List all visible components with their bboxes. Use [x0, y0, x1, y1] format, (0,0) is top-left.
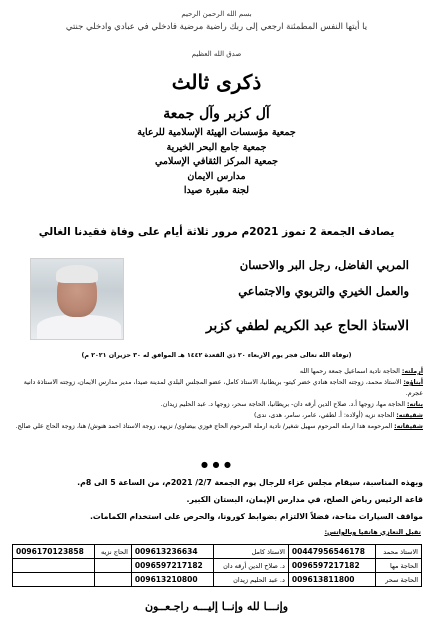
table-row [13, 545, 422, 559]
contact-phone: 009613811800 [288, 573, 376, 587]
mourner-text: المرحومة هدا ارملة المرحوم سهيل شغير/ نادية ارملة المرحوم الحاج فوزي بيضاوي/ نزيهة، زوجة الاستاذ احمد هنوش/ هنا، زوجة الحاج علي صالح. [15, 423, 395, 430]
mourner-entry [8, 410, 423, 421]
contact-name: الاستاذ محمد [376, 545, 422, 559]
organization-item: جمعية مؤسسات الهيئة الإسلامية للرعاية [137, 127, 296, 138]
organization-item: جمعية المركز الثقافي الإسلامي [154, 156, 279, 167]
mourner-label: أبناؤه: [403, 379, 423, 386]
contact-phone: 00447956546178 [288, 545, 376, 559]
empty-cell [13, 573, 95, 587]
mourner-text: الاستاذ محمد، زوجته الحاجة هنادي خضر كيتو- بريطانيا، الاستاذ كامل، عضو المجلس البلدي لمدينة صيدا، مدير مدارس الايمان، زوجته الاستاذة دانية عجرم. [23, 379, 423, 397]
basmala: بسم الله الرحمن الرحيم [181, 10, 252, 18]
families-line: آل كزبر وآل جمعة [163, 106, 270, 122]
mourner-text: الحاجة نزيه (أولاده: أ. لطفي، عامر، سامر، هدى، ندى) [253, 412, 397, 419]
anniversary-line: يصادف الجمعة 2 تموز 2021م مرور ثلاثة أيام على وفاة فقيدنا الغالي [38, 226, 395, 238]
contact-name: الحاج نزيه [94, 545, 131, 559]
contact-phone: 0096170123858 [13, 545, 95, 559]
empty-cell [94, 573, 131, 587]
deceased-photo [30, 258, 124, 340]
organization-item: مدارس الايمان [187, 170, 246, 182]
mourners-list [8, 366, 423, 432]
separator: ● ● ● [200, 460, 233, 469]
death-date-line: (توفاه الله تعالى فجر يوم الاربعاء ٢٠ ذي القعدة ١٤٤٢ هـ الموافق له ٣٠ حزيران ٢٠٢١ م) [81, 352, 352, 359]
page-title: ذكرى ثالث [171, 70, 262, 94]
quran-verse: يا أيتها النفس المطمئنة ارجعي إلى ربك راضية مرضية فادخلي في عبادي وادخلي جنتي [65, 22, 368, 32]
photo-hair [56, 265, 98, 283]
contact-name: الحاجة مها [376, 559, 422, 573]
organizations-list [0, 126, 433, 199]
organization-item: جمعية جامع البحر الخيرية [166, 141, 267, 153]
sadaq-line: صدق الله العظيم [191, 50, 242, 58]
condolences-title: تقبل التعازي هاتفيا وبالواتس: [324, 528, 421, 536]
mourner-entry [8, 366, 423, 377]
announcement-block [8, 474, 423, 525]
virtue-line-2: والعمل الخيري والتربوي والاجتماعي [238, 284, 409, 298]
mourner-entry [8, 377, 423, 399]
contact-name: د. صلاح الدين أرقه دان [213, 559, 288, 573]
mourner-label: شقيقاته: [394, 423, 423, 430]
mourner-label: أرملته: [401, 368, 423, 375]
empty-cell [13, 559, 95, 573]
contact-phone: 009613210800 [131, 573, 213, 587]
closing-verse: وإنـــا لله وإنــا إليـــه راجـعــون [144, 600, 289, 613]
virtue-line-1: المربي الفاضل، رجل البر والاحسان [239, 258, 409, 272]
contact-name: الحاجة سحر [376, 573, 422, 587]
empty-cell [94, 559, 131, 573]
mourner-text: الحاجة مها، زوجها أ.د. صلاح الدين أرقه دان- بريطانيا، الحاجة سحر، زوجها د. عبد الحليم زيدان. [160, 401, 407, 408]
mourner-label: بناته: [406, 401, 423, 408]
photo-shirt [37, 315, 121, 340]
announcement-line: قاعة الرئيس رياض الصلح، في مدارس الإيمان، البستان الكبير. [186, 495, 423, 504]
organization-item: لجنة مقبرة صيدا [183, 185, 250, 196]
deceased-name: الاستاذ الحاج عبد الكريم لطفي كزبر [206, 318, 409, 334]
contact-name: الاستاذ كامل [213, 545, 288, 559]
announcement-line: مواقف السيارات متاحة، فضلاً الالتزام بضوابط كورونا، والحرص على استخدام الكمامات. [89, 512, 423, 521]
mourner-label: شقيقته: [396, 412, 423, 419]
contact-phone: 0096597217182 [288, 559, 376, 573]
mourner-text: الحاجة نادية اسماعيل جمعة رحمها الله [299, 368, 402, 375]
condolences-table [12, 544, 422, 587]
table-row [13, 559, 422, 573]
mourner-entry [8, 421, 423, 432]
table-row [13, 573, 422, 587]
mourner-entry [8, 399, 423, 410]
contact-phone: 0096597217182 [131, 559, 213, 573]
announcement-line: وبهذه المناسبة، سيقام مجلس عزاء للرجال يوم الجمعة 2/7/ 2021م، من الساعة 5 الى 8م. [77, 478, 423, 487]
contact-name: د. عبد الحليم زيدان [213, 573, 288, 587]
contact-phone: 009613236634 [131, 545, 213, 559]
